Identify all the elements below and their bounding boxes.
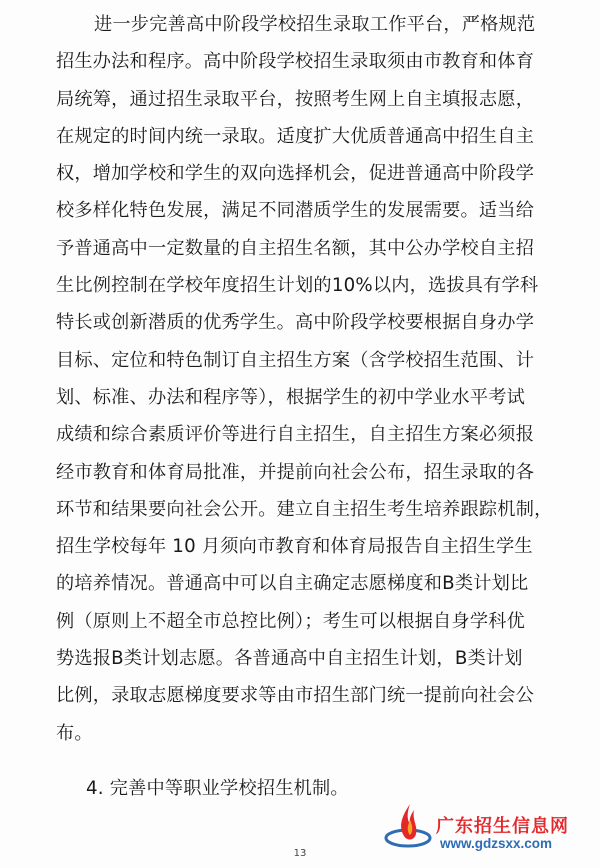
text-line: 局统筹，通过招生录取平台，按照考生网上自主填报志愿， <box>56 88 535 110</box>
text-line: 生比例控制在学校年度招生计划的10%以内，选拔具有学科 <box>56 275 539 297</box>
watermark-title: 广东招生信息网 <box>436 816 569 837</box>
text-line: 成绩和综合素质评价等进行自主招生，自主招生方案必须报 <box>56 424 535 446</box>
text-line: 特长或创新潜质的优秀学生。高中阶段学校要根据自身办学 <box>56 312 535 334</box>
flame-logo-icon <box>380 798 440 858</box>
text-line: 环节和结果要向社会公开。建立自主招生考生培养跟踪机制， <box>56 498 553 520</box>
text-line: 招生办法和程序。高中阶段学校招生录取须由市教育和体育 <box>56 51 535 73</box>
watermark-logo <box>380 798 600 858</box>
text-line: 例（原则上不超全市总控比例）；考生可以根据自身学科优 <box>56 610 525 632</box>
text-line: 权，增加学校和学生的双向选择机会，促进普通高中阶段学 <box>56 163 535 185</box>
text-line: 进一步完善高中阶段学校招生录取工作平台，严格规范 <box>94 14 536 35</box>
text-line: 招生学校每年 10 月须向市教育和体育局报告自主招生学生 <box>56 536 533 558</box>
text-line: 校多样化特色发展，满足不同潜质学生的发展需要。适当给 <box>56 200 535 222</box>
section-heading: 4. 完善中等职业学校招生机制。 <box>86 777 349 799</box>
watermark-url: www.gdzsxx.com <box>440 836 553 851</box>
text-line: 划、标准、办法和程序等），根据学生的初中学业水平考试 <box>56 386 525 408</box>
text-line: 势选报B类计划志愿。各普通高中自主招生计划，B类计划 <box>56 648 523 670</box>
text-line: 经市教育和体育局批准，并提前向社会公布，招生录取的各 <box>56 461 535 483</box>
text-line: 布。 <box>56 722 93 744</box>
text-line: 目标、定位和特色制订自主招生方案（含学校招生范围、计 <box>56 349 535 371</box>
text-line: 在规定的时间内统一录取。适度扩大优质普通高中招生自主 <box>56 125 535 147</box>
text-line: 的培养情况。普通高中可以自主确定志愿梯度和B类计划比 <box>56 573 529 595</box>
page-number: 13 <box>293 848 307 859</box>
paragraph <box>56 6 556 807</box>
text-line: 予普通高中一定数量的自主招生名额，其中公办学校自主招 <box>56 237 535 259</box>
paragraph-spacer <box>56 752 556 770</box>
text-line: 比例，录取志愿梯度要求等由市招生部门统一提前向社会公 <box>56 685 535 707</box>
